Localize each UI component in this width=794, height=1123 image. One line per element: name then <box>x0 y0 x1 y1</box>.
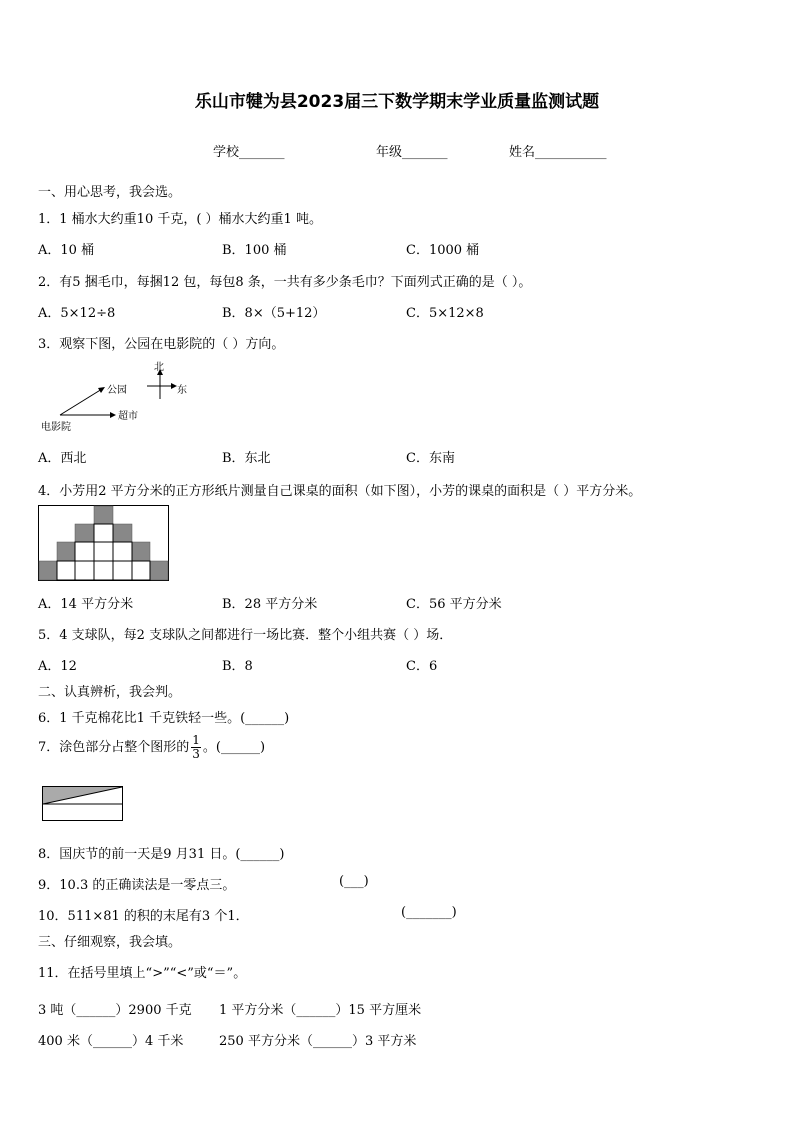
q1-text: 1．1 桶水大约重10 千克，( ）桶水大约重1 吨。 <box>38 212 322 227</box>
q11-row2-right: 250 平方分米（______）3 平方米 <box>219 1034 417 1049</box>
section1-heading: 一、用心思考，我会选。 <box>38 185 182 200</box>
q7-text <box>38 734 265 761</box>
q5-text: 5．4 支球队，每2 支球队之间都进行一场比赛．整个小组共赛（ ）场． <box>38 628 453 643</box>
section2-heading: 二、认真辨析，我会判。 <box>38 685 182 700</box>
q10-text: 10．511×81 的积的末尾有3 个1． <box>38 909 249 924</box>
q11-row1-right: 1 平方分米（______）15 平方厘米 <box>219 1003 422 1018</box>
section3-heading: 三、仔细观察，我会填。 <box>38 935 182 950</box>
page-title: 乐山市犍为县2023届三下数学期末学业质量监测试题 <box>194 92 600 112</box>
q11-row2-left: 400 米（______）4 千米 <box>38 1034 184 1049</box>
q2-option-a: A．5×12÷8 <box>38 306 116 321</box>
q4-option-b: B．28 平方分米 <box>222 597 318 612</box>
q3-option-c: C．东南 <box>406 451 455 466</box>
q9-answer-blank: (___) <box>339 874 369 889</box>
q11-text: 11．在括号里填上“>”“<”或“＝”。 <box>38 966 247 981</box>
q3-option-a: A．西北 <box>38 451 87 466</box>
market-label: 超市 <box>118 411 138 422</box>
name-field: 姓名___________ <box>509 145 607 160</box>
q4-desk-figure <box>38 505 170 583</box>
q7-fraction <box>191 734 201 761</box>
q10-answer-blank: (_______) <box>401 905 457 920</box>
q11-row1-left: 3 吨（______）2900 千克 <box>38 1003 192 1018</box>
q3-text: 3．观察下图，公园在电影院的（ ）方向。 <box>38 337 285 352</box>
q7-text-pre: 7．涂色部分占整个图形的 <box>38 740 190 755</box>
grade-field: 年级_______ <box>376 145 448 160</box>
north-label: 北 <box>154 362 164 373</box>
q4-text: 4．小芳用2 平方分米的正方形纸片测量自己课桌的面积（如下图），小芳的课桌的面积是（ ）平方分米。 <box>38 484 642 499</box>
q4-option-a: A．14 平方分米 <box>38 597 134 612</box>
q4-option-c: C．56 平方分米 <box>406 597 502 612</box>
school-field: 学校_______ <box>213 145 285 160</box>
q2-text: 2．有5 捆毛巾，每捆12 包，每包8 条，一共有多少条毛巾？下面列式正确的是（ ）。 <box>38 275 532 290</box>
q1-option-a: A．10 桶 <box>38 243 95 258</box>
q5-option-b: B．8 <box>222 659 253 674</box>
q7-fraction-numerator: 1 <box>192 733 200 747</box>
q9-text: 9．10.3 的正确读法是一零点三。 <box>38 878 236 893</box>
q2-option-b: B．8×（5+12） <box>222 306 326 321</box>
q5-option-a: A．12 <box>38 659 77 674</box>
q7-shaded-figure <box>42 786 124 822</box>
east-label: 东 <box>177 385 187 396</box>
q1-option-b: B．100 桶 <box>222 243 287 258</box>
q8-text: 8．国庆节的前一天是9 月31 日。(______) <box>38 847 285 862</box>
q7-text-post: 。(______) <box>202 740 266 755</box>
q6-text: 6．1 千克棉花比1 千克铁轻一些。(______) <box>38 711 290 726</box>
q7-fraction-denominator: 3 <box>192 747 200 761</box>
park-label: 公园 <box>107 385 127 396</box>
q2-option-c: C．5×12×8 <box>406 306 484 321</box>
q3-option-b: B．东北 <box>222 451 271 466</box>
q3-direction-figure <box>36 358 196 434</box>
cinema-label: 电影院 <box>41 422 71 433</box>
q5-option-c: C．6 <box>406 659 438 674</box>
q1-option-c: C．1000 桶 <box>406 243 480 258</box>
